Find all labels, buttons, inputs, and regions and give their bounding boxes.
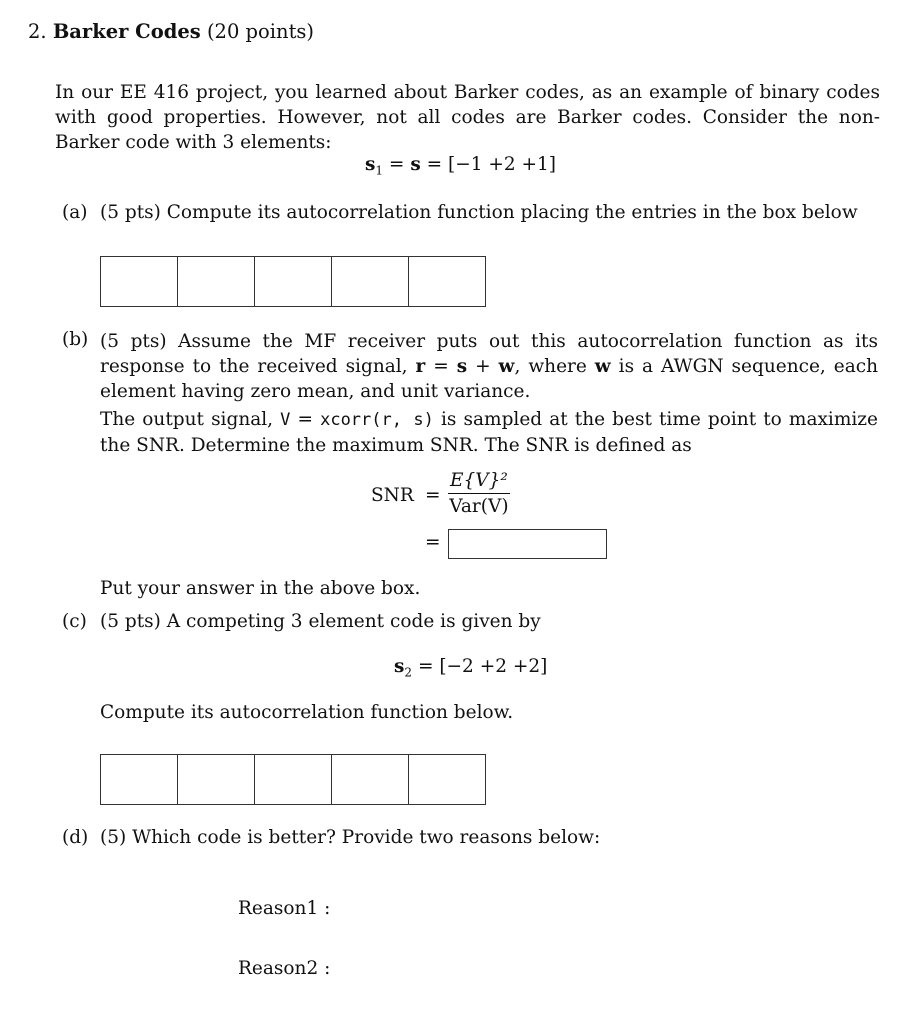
problem-points: (20 points): [206, 20, 315, 43]
part-d-label: (d): [62, 827, 89, 848]
part-a-answer-boxes: [100, 256, 486, 307]
part-a-label: (a): [62, 202, 88, 223]
part-c-box[interactable]: [332, 755, 409, 804]
part-c-label: (c): [62, 611, 87, 632]
snr-answer-box[interactable]: [448, 529, 607, 559]
eq-s1-subscript: 1: [375, 163, 384, 178]
part-c-compute-text: Compute its autocorrelation function below.: [100, 702, 514, 723]
intro-paragraph: In our EE 416 project, you learned about Barker codes, as an example of binary codes with good properties. However, not all codes are Barker codes. Consider the non-Barker code with 3 elements:: [55, 82, 880, 153]
snr-fraction: [448, 470, 510, 517]
eq-s2-values: = [−2 +2 +2]: [412, 656, 548, 677]
eq-s2-subscript: 2: [404, 665, 413, 680]
reason2-label: Reason2 :: [238, 958, 331, 979]
snr-numerator: E{V}²: [448, 470, 510, 494]
eq-s2-symbol: s: [394, 656, 405, 677]
problem-heading: [28, 20, 314, 43]
eq-s1-values: = [−1 +2 +1]: [420, 154, 557, 175]
part-c-answer-boxes: [100, 754, 486, 805]
part-b-label: (b): [62, 329, 89, 350]
part-c-box[interactable]: [178, 755, 255, 804]
part-c-box[interactable]: [409, 755, 485, 804]
part-a-box[interactable]: [255, 257, 332, 306]
snr-equals: =: [425, 485, 441, 506]
part-b-text-2: The output signal, V = xcorr(r, s) is sampled at the best time point to maximize the SNR. Determine the maximum SNR. The SNR is defined as: [100, 409, 878, 456]
snr-answer-equals: =: [425, 532, 441, 553]
part-d-text: (5) Which code is better? Provide two reasons below:: [100, 827, 601, 848]
part-a-box[interactable]: [101, 257, 178, 306]
reason1-label: Reason1 :: [238, 898, 331, 919]
part-b-put-answer: Put your answer in the above box.: [100, 578, 421, 599]
eq-s1-symbol: s: [364, 154, 376, 175]
problem-number: 2.: [28, 20, 47, 43]
code-s2-equation: [394, 656, 547, 680]
part-c-text: (5 pts) A competing 3 element code is given by: [100, 611, 541, 632]
eq-s-symbol: s: [410, 154, 421, 175]
part-a-box[interactable]: [178, 257, 255, 306]
code-s1-equation: [0, 154, 921, 178]
part-a-text: (5 pts) Compute its autocorrelation function placing the entries in the box below: [100, 202, 858, 223]
part-b-text: (5 pts) Assume the MF receiver puts out this autocorrelation function as its response to the received signal, r = s + w, where w is a AWGN sequence, each element having zero mean, and unit variance.: [100, 331, 879, 402]
part-a-box[interactable]: [409, 257, 485, 306]
snr-label: SNR: [371, 485, 414, 506]
part-a-box[interactable]: [332, 257, 409, 306]
problem-title: Barker Codes: [52, 20, 201, 43]
part-c-box[interactable]: [255, 755, 332, 804]
part-c-box[interactable]: [101, 755, 178, 804]
eq-s1-equals: =: [383, 154, 411, 175]
snr-denominator: Var(V): [449, 496, 509, 517]
